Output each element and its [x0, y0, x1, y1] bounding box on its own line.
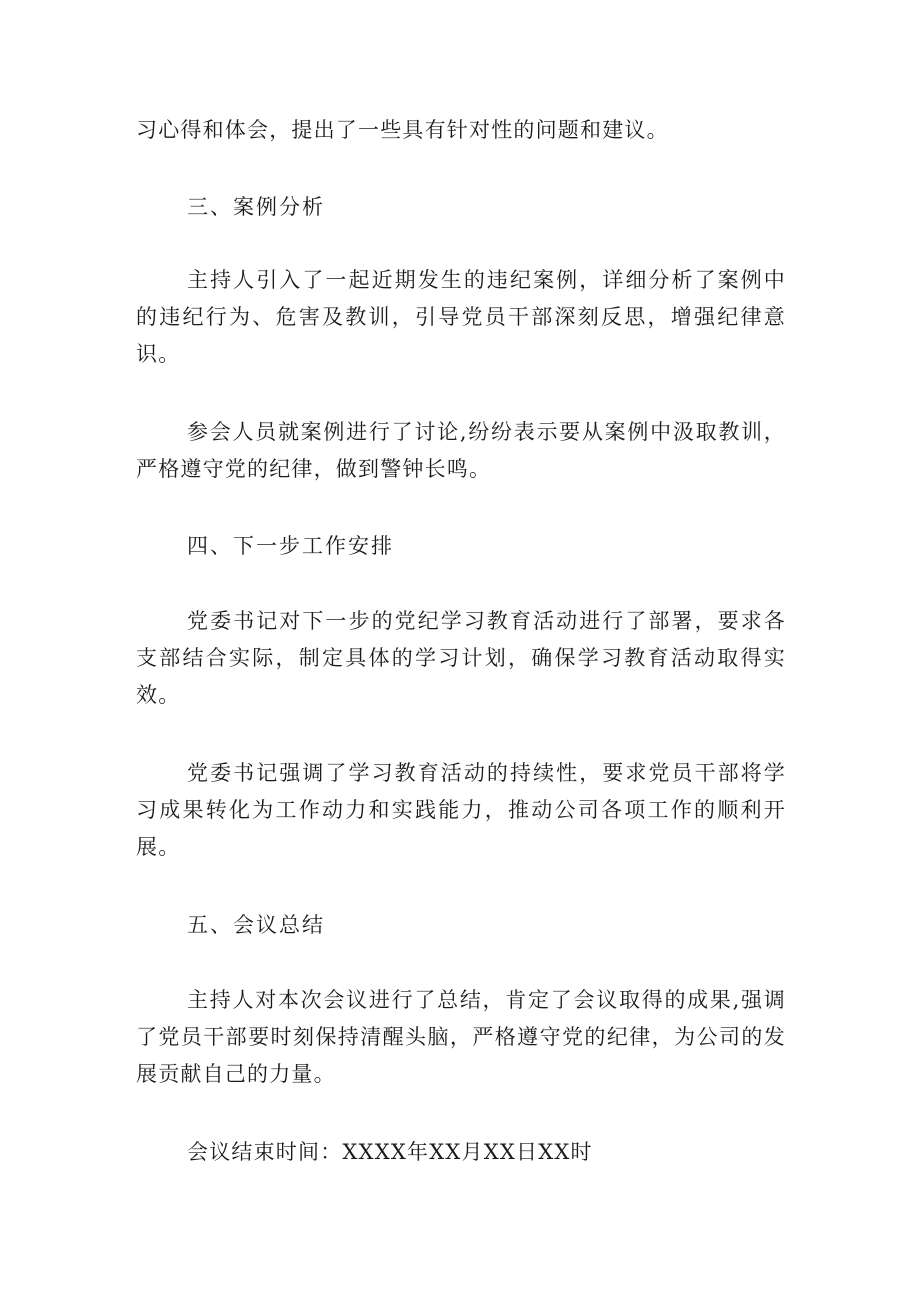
paragraph-next-steps-continuity: 党委书记强调了学习教育活动的持续性，要求党员干部将学习成果转化为工作动力和实践能力，推动公司各项工作的顺利开展。 [136, 761, 786, 859]
paragraph-next-steps-deployment: 党委书记对下一步的党纪学习教育活动进行了部署，要求各支部结合实际，制定具体的学习计划，确保学习教育活动取得实效。 [136, 609, 786, 707]
paragraph-meeting-summary: 主持人对本次会议进行了总结，肯定了会议取得的成果,强调了党员干部要时刻保持清醒头脑，严格遵守党的纪律，为公司的发展贡献自己的力量。 [136, 988, 786, 1086]
paragraph-case-discussion: 参会人员就案例进行了讨论,纷纷表示要从案例中汲取教训，严格遵守党的纪律，做到警钟长鸣。 [136, 420, 786, 481]
paragraph-case-intro: 主持人引入了一起近期发生的违纪案例，详细分析了案例中的违纪行为、危害及教训，引导党员干部深刻反思，增强纪律意识。 [136, 268, 786, 366]
section-heading-case-analysis: 三、案例分析 [187, 195, 325, 219]
paragraph-continued: 习心得和体会，提出了一些具有针对性的问题和建议。 [136, 118, 669, 142]
section-heading-meeting-summary: 五、会议总结 [187, 913, 325, 937]
meeting-end-time: 会议结束时间：XXXX年XX月XX日XX时 [187, 1140, 593, 1164]
section-heading-next-steps: 四、下一步工作安排 [187, 534, 394, 558]
